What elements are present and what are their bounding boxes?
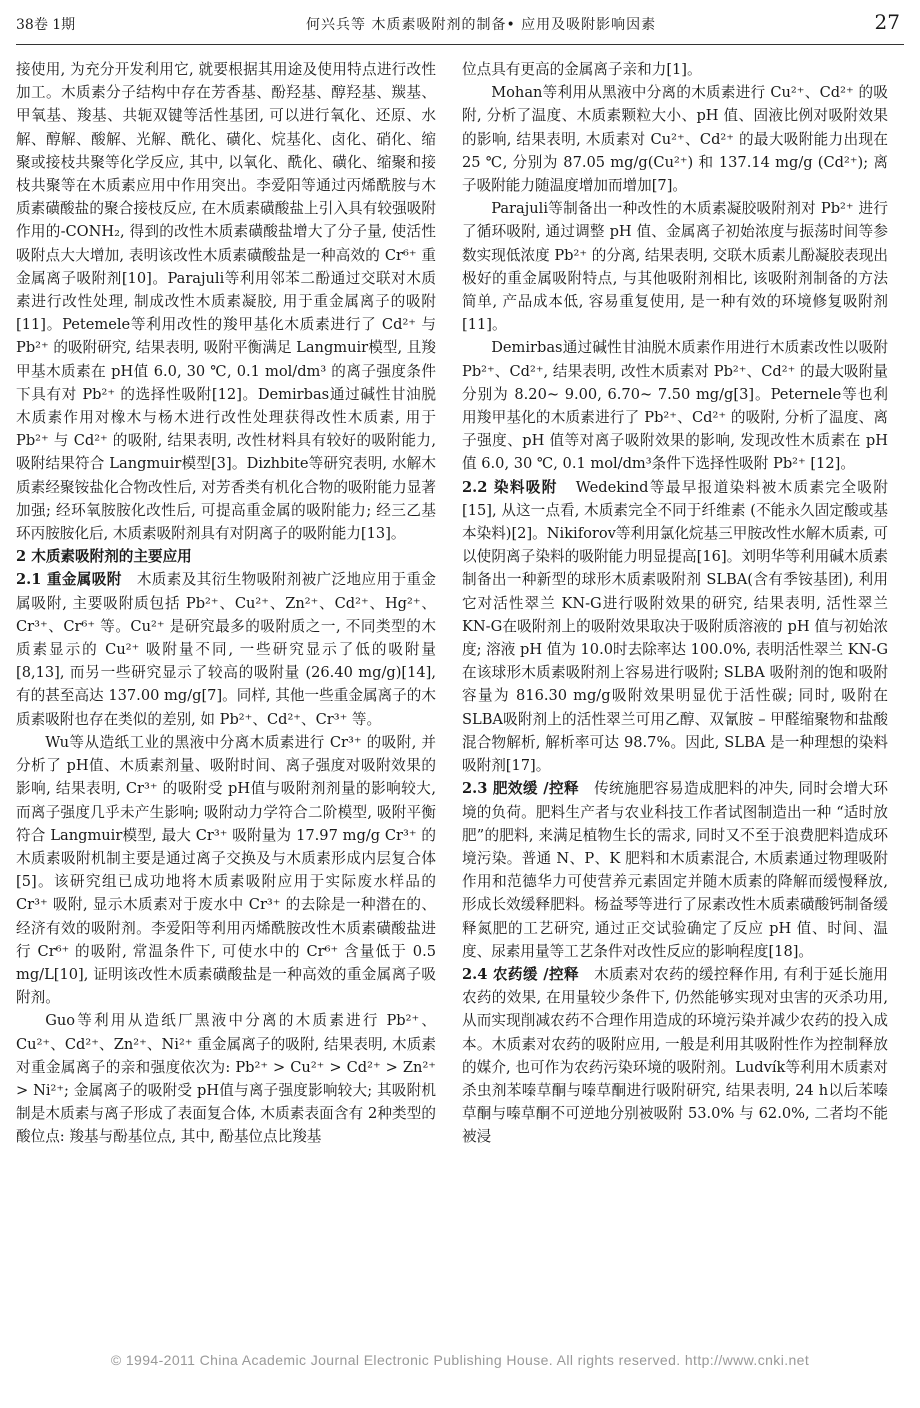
left-column [16, 58, 436, 1149]
paragraph: Wu等从造纸工业的黑液中分离木质素进行 Cr³⁺ 的吸附, 并分析了 pH值、木质素剂量、吸附时间、离子强度对吸附效果的影响, 结果表明, Cr³⁺ 的吸附受 pH值与吸附剂剂量的影响较大, 而离子强度几乎未产生影响; 吸附动力学符合二阶模型, 吸附平衡符合 Langmuir模型, 最大 Cr³⁺ 吸附量为 17.97 mg/g Cr³⁺ 的木质素吸附机制主要是通过离子交换及与木质素形成内层复合体[5]。该研究组已成功地将木质素吸附应用于实际废水样品的 Cr³⁺ 吸附, 显示木质素对于废水中 Cr³⁺ 的去除是一种潜在的、经济有效的吸附剂。李爱阳等利用丙烯酰胺改性木质素磺酸盐进行 Cr⁶⁺ 的吸附, 常温条件下, 可使水中的 Cr⁶⁺ 含量低于 0.5 mg/L[10], 证明该改性木质素磺酸盐是一种高效的重金属离子吸附剂。 [16, 733, 436, 1007]
paragraph: Parajuli等制备出一种改性的木质素凝胶吸附剂对 Pb²⁺ 进行了循环吸附, 通过调整 pH 值、金属离子初始浓度与振荡时间等参数实现低浓度 Pb²⁺ 的分离, 结果表明, 交联木质素儿酚凝胶表现出极好的重金属吸附特点, 与其他吸附剂相比, 该吸附剂制备的方法简单, 产品成本低, 容易重复使用, 是一种有效的环境修复吸附剂[11]。 [462, 200, 888, 334]
subsection-body: 木质素及其衍生物吸附剂被广泛地应用于重金属吸附, 主要吸附质包括 Pb²⁺、Cu²⁺、Zn²⁺、Cd²⁺、Hg²⁺、Cr³⁺、Cr⁶⁺ 等。Cu²⁺ 是研究最多的吸附质之一, 不同类型的木质素显示的 Cu²⁺ 吸附量不同, 一些研究显示了低的吸附量[8,13], 而另一些研究显示了较高的吸附量 (26.40 mg/g)[14], 有的甚至高达 137.00 mg/g[7]。同样, 其他一些重金属离子的木质素吸附也存在类似的差别, 如 Pb²⁺、Cd²⁺、Cr³⁺ 等。 [16, 571, 436, 728]
subsection-heading: 2.1 重金属吸附 [16, 571, 122, 589]
header-rule [16, 44, 904, 45]
subsection-paragraph [462, 777, 888, 963]
running-title: 何兴兵等 木质素吸附剂的制备• 应用及吸附影响因素 [306, 17, 657, 33]
copyright-footer: © 1994-2011 China Academic Journal Electronic Publishing House. All rights reserved. http://www.cnki.net [110, 1352, 810, 1368]
paragraph: 位点具有更高的金属离子亲和力[1]。 [462, 61, 702, 78]
paragraph: 接使用, 为充分开发利用它, 就要根据其用途及使用特点进行改性加工。木质素分子结构中存在芳香基、酚羟基、醇羟基、羰基、甲氧基、羧基、共轭双键等活性基团, 可以进行氧化、还原、水解、醇解、酸解、光解、酰化、磺化、烷基化、卤化、硝化、缩聚或接枝共聚等化学反应, 其中, 以氧化、酰化、磺化、缩聚和接枝共聚等在木质素应用中作用突出。李爱阳等通过丙烯酰胺与木质素磺酸盐的聚合接枝反应, 在木质素磺酸盐上引入具有较强吸附作用的-CONH₂, 得到的改性木质素磺酸盐增大了分子量, 使活性吸附点大大增加, 表明该改性木质素磺酸盐是一种高效的 Cr⁶⁺ 重金属离子吸附剂[10]。Parajuli等利用邻苯二酚通过交联对木质素进行改性处理, 制成改性木质素凝胶, 用于重金属离子的吸附[11]。Petemele等利用改性的羧甲基化木质素进行了 Cd²⁺ 与 Pb²⁺ 的吸附研究, 结果表明, 吸附平衡满足 Langmuir模型, 且羧甲基木质素在 pH值 6.0, 30 ℃, 0.1 mol/dm³ 的离子强度条件下具有对 Pb²⁺ 的选择性吸附[12]。Demirbas通过碱性甘油脱木质素作用对橡木与杨木进行改性处理获得改性木质素, 用于 Pb²⁺ 与 Cd²⁺ 的吸附, 结果表明, 改性材料具有较好的吸附能力, 吸附结果符合 Langmuir模型[3]。Dizhbite等研究表明, 水解木质素经聚铵盐化合物改性后, 对芳香类有机化合物的吸附能力显著加强; 经环氧胺胺化改性后, 可提高重金属的吸附能力; 经三乙基环丙胺胺化后, 木质素吸附剂具有对阴离子的吸附能力[13]。 [16, 61, 436, 543]
section-heading: 2 木质素吸附剂的主要应用 [16, 548, 192, 566]
subsection-body: Wedekind等最早报道染料被木质素完全吸附[15], 从这一点看, 木质素完全不同于纤维素 (不能永久固定酸或基本染料)[2]。Nikiforov等利用氯化烷基三甲胺改性水解木质素, 可以使阴离子染料的吸附能力明显提高[16]。刘明华等利用碱木质素制备出一种新型的球形木质素吸附剂 SLBA(含有季铵基团), 利用它对活性翠兰 KN-G进行吸附效果的研究, 结果表明, 活性翠兰 KN-G在吸附剂上的吸附效果取决于吸附质溶液的 pH 值与初始浓度; 溶液 pH 值为 10.0时去除率达 100.0%, 表明活性翠兰 KN-G在该球形木质素吸附剂上容易进行吸附; SLBA 吸附剂的饱和吸附容量为 816.30 mg/g吸附效果明显优于活性碳; 同时, 吸附在 SLBA吸附剂上的活性翠兰可用乙醇、双氰胺 – 甲醛缩聚物和盐酸混合物解析, 解析率可达 98.7%。因此, SLBA 是一种理想的染料吸附剂[17]。 [462, 478, 888, 775]
subsection-body: 木质素对农药的缓控释作用, 有利于延长施用农药的效果, 在用量较少条件下, 仍然能够实现对虫害的灭杀功用, 从而实现削减农药不合理作用造成的环境污染并减少农药的投入成本。木质素对农药的吸附应用, 一般是利用其吸附性作为控制释放的媒介, 也可作为农药污染环境的吸附剂。Ludvík等利用木质素对杀虫剂苯嗪草酮与嗪草酮进行吸附研究, 结果表明, 24 h以后苯嗪草酮与嗪草酮不可逆地分别被吸附 53.0% 与 62.0%, 二者均不能被浸 [462, 965, 889, 1146]
subsection-heading: 2.3 肥效缓 /控释 [462, 780, 579, 798]
running-header [16, 10, 904, 40]
subsection-paragraph [16, 568, 436, 730]
subsection-body: 传统施肥容易造成肥料的冲失, 同时会增大环境的负荷。肥料生产者与农业科技工作者试图制造出一种 “适时放肥”的肥料, 来满足植物生长的需求, 同时又不至于浪费肥料造成环境污染。普通 N、P、K 肥料和木质素混合, 木质素通过物理吸附作用和范德华力可使营养元素固定并随木质素的降解而缓慢释放, 形成长效缓释肥料。杨益琴等进行了尿素改性木质素磺酸钙制备缓释氮肥的工艺研究, 通过正交试验确定了反应 pH 值、时间、温度、尿素用量等工艺条件对改性反应的影响程度[18]。 [462, 780, 889, 960]
paragraph: Guo等利用从造纸厂黑液中分离的木质素进行 Pb²⁺、Cu²⁺、Cd²⁺、Zn²⁺、Ni²⁺ 重金属离子的吸附, 结果表明, 木质素对重金属离子的亲和强度依次为: Pb²⁺ > Cu²⁺ > Cd²⁺ > Zn²⁺ > Ni²⁺; 金属离子的吸附受 pH值与离子强度影响较大; 其吸附机制是木质素与离子形成了表面复合体, 木质素表面含有 2种类型的酸位点: 羧基与酚基位点, 其中, 酚基位点比羧基 [16, 1012, 436, 1146]
paragraph: Demirbas通过碱性甘油脱木质素作用进行木质素改性以吸附 Pb²⁺、Cd²⁺, 结果表明, 改性木质素对 Pb²⁺、Cd²⁺ 的最大吸附量分别为 8.20~ 9.00, 6.70~ 7.50 mg/g[3]。Peternele等也利用羧甲基化的木质素进行了 Pb²⁺、Cd²⁺ 的吸附, 分析了温度、离子强度、pH 值等对离子吸附效果的影响, 发现改性木质素在 pH 值 6.0, 30 ℃, 0.1 mol/dm³条件下选择性吸附 Pb²⁺ [12]。 [462, 339, 888, 473]
subsection-paragraph [462, 963, 888, 1149]
subsection-paragraph [462, 476, 888, 778]
page-number: 27 [874, 10, 900, 34]
volume-issue: 38卷 1期 [16, 17, 76, 33]
right-column [462, 58, 888, 1149]
subsection-heading: 2.2 染料吸附 [462, 478, 558, 496]
paragraph: Mohan等利用从黑液中分离的木质素进行 Cu²⁺、Cd²⁺ 的吸附, 分析了温度、木质素颗粒大小、pH 值、固液比例对吸附效果的影响, 结果表明, 木质素对 Cu²⁺、Cd²⁺ 的最大吸附能力出现在 25 ℃, 分别为 87.05 mg/g(Cu²⁺) 和 137.14 mg/g (Cd²⁺); 离子吸附能力随温度增加而增加[7]。 [462, 84, 888, 195]
subsection-heading: 2.4 农药缓 /控释 [462, 965, 579, 983]
